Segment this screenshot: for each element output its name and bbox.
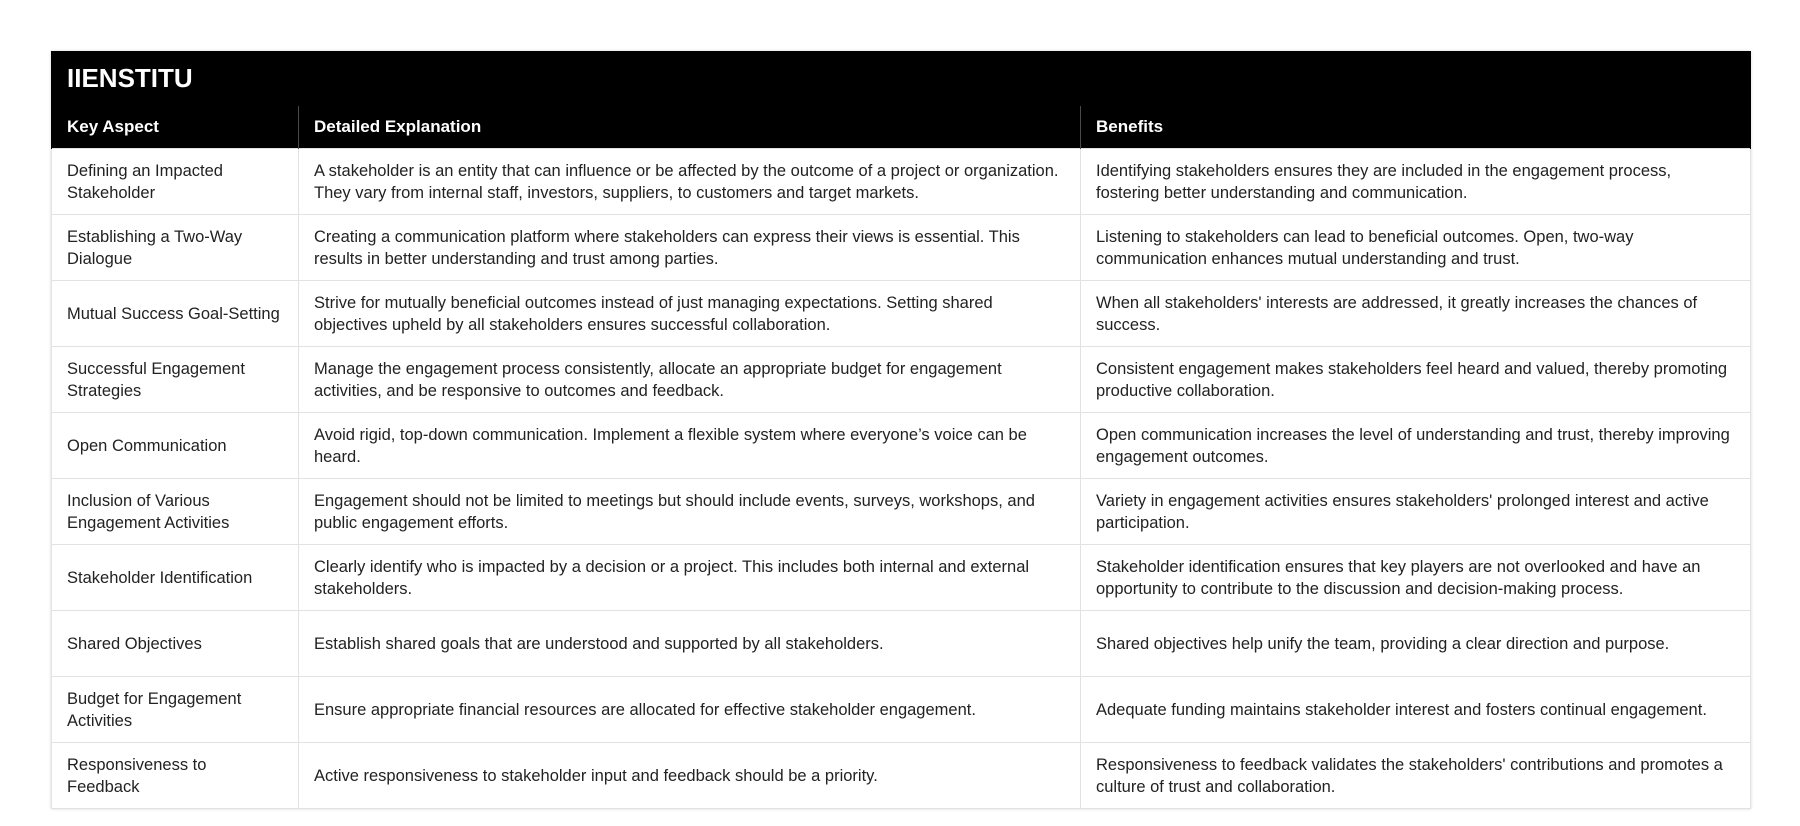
table-cell: Establishing a Two-Way Dialogue [52,215,299,281]
table-cell: A stakeholder is an entity that can influence or be affected by the outcome of a project or organization. They vary from internal staff, investors, suppliers, to customers and target markets. [299,149,1081,215]
table-cell: Identifying stakeholders ensures they are included in the engagement process, fostering better understanding and communication. [1081,149,1751,215]
table-title: IIENSTITU [52,52,1751,106]
table-row [52,149,1751,215]
table-cell: Defining an Impacted Stakeholder [52,149,299,215]
stakeholder-table [51,51,1751,809]
table-cell: Clearly identify who is impacted by a decision or a project. This includes both internal and external stakeholders. [299,545,1081,611]
table-row [52,743,1751,809]
table-cell: Consistent engagement makes stakeholders feel heard and valued, thereby promoting productive collaboration. [1081,347,1751,413]
table-cell: Stakeholder identification ensures that key players are not overlooked and have an opportunity to contribute to the discussion and decision-making process. [1081,545,1751,611]
table-cell: Shared objectives help unify the team, providing a clear direction and purpose. [1081,611,1751,677]
table-cell: Budget for Engagement Activities [52,677,299,743]
header-row [52,106,1751,149]
table-cell: Stakeholder Identification [52,545,299,611]
table-row [52,545,1751,611]
table-cell: When all stakeholders' interests are addressed, it greatly increases the chances of success. [1081,281,1751,347]
table-cell: Shared Objectives [52,611,299,677]
table-cell: Variety in engagement activities ensures stakeholders' prolonged interest and active participation. [1081,479,1751,545]
table-cell: Responsiveness to feedback validates the stakeholders' contributions and promotes a culture of trust and collaboration. [1081,743,1751,809]
table-cell: Engagement should not be limited to meetings but should include events, surveys, workshops, and public engagement efforts. [299,479,1081,545]
table-row [52,215,1751,281]
column-header: Key Aspect [52,106,299,149]
table-cell: Active responsiveness to stakeholder input and feedback should be a priority. [299,743,1081,809]
table-cell: Open communication increases the level of understanding and trust, thereby improving engagement outcomes. [1081,413,1751,479]
table-cell: Strive for mutually beneficial outcomes instead of just managing expectations. Setting shared objectives upheld by all stakeholders ensures successful collaboration. [299,281,1081,347]
table-cell: Manage the engagement process consistently, allocate an appropriate budget for engagement activities, and be responsive to outcomes and feedback. [299,347,1081,413]
table-cell: Open Communication [52,413,299,479]
table-cell: Creating a communication platform where stakeholders can express their views is essential. This results in better understanding and trust among parties. [299,215,1081,281]
table-cell: Successful Engagement Strategies [52,347,299,413]
table-container [51,51,1750,809]
table-row [52,347,1751,413]
table-cell: Avoid rigid, top-down communication. Implement a flexible system where everyone’s voice can be heard. [299,413,1081,479]
table-cell: Adequate funding maintains stakeholder interest and fosters continual engagement. [1081,677,1751,743]
table-cell: Ensure appropriate financial resources are allocated for effective stakeholder engagement. [299,677,1081,743]
table-cell: Inclusion of Various Engagement Activities [52,479,299,545]
table-cell: Mutual Success Goal-Setting [52,281,299,347]
table-cell: Responsiveness to Feedback [52,743,299,809]
title-row [52,52,1751,106]
table-row [52,677,1751,743]
table-row [52,413,1751,479]
table-row [52,611,1751,677]
table-cell: Establish shared goals that are understood and supported by all stakeholders. [299,611,1081,677]
column-header: Benefits [1081,106,1751,149]
table-row [52,479,1751,545]
table-row [52,281,1751,347]
column-header: Detailed Explanation [299,106,1081,149]
table-cell: Listening to stakeholders can lead to beneficial outcomes. Open, two-way communication enhances mutual understanding and trust. [1081,215,1751,281]
